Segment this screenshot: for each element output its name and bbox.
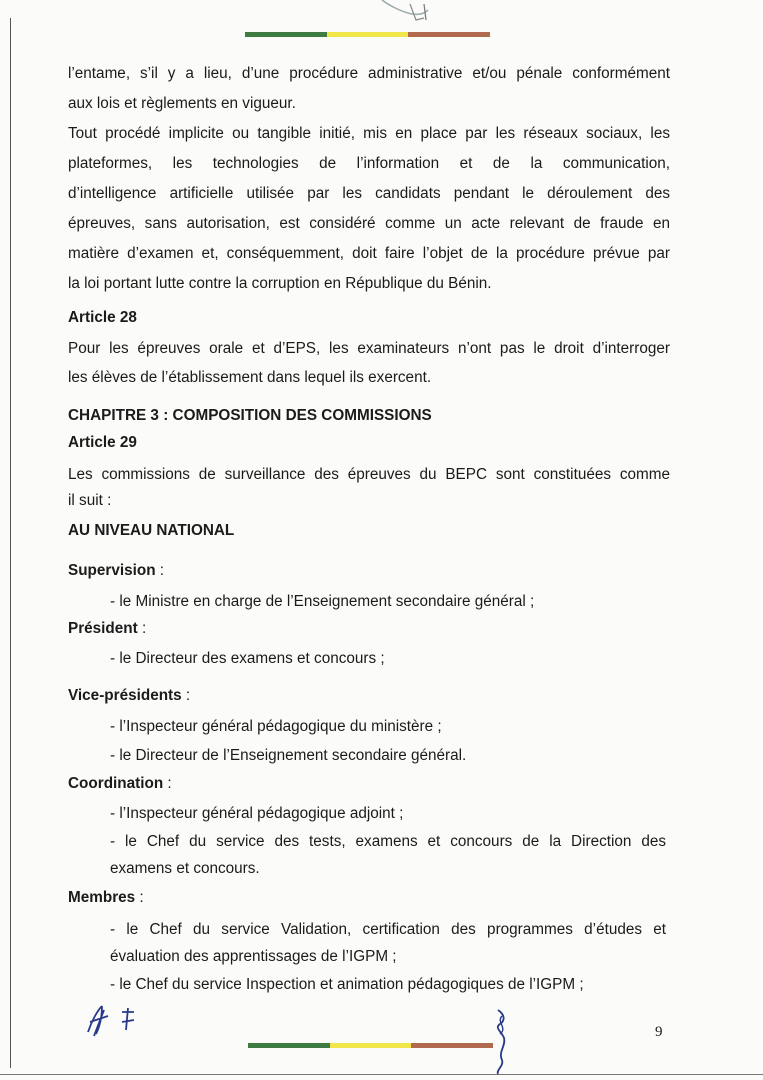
president-label-line xyxy=(68,619,146,639)
flag-color-bar-top xyxy=(245,32,490,37)
flag-red-segment xyxy=(408,32,490,37)
vice-presidents-label-line xyxy=(68,686,190,706)
paragraph-line: il suit : xyxy=(68,492,112,509)
flag-green-segment xyxy=(245,32,327,37)
members-label-line xyxy=(68,888,144,908)
margin-rule xyxy=(10,18,11,1068)
flag-yellow-segment xyxy=(327,32,409,37)
article-28-heading: Article 28 xyxy=(68,309,137,326)
paragraph-line: Les commissions de surveillance des épreuves du BEPC sont constituées comme xyxy=(68,466,670,483)
list-item-continuation: évaluation des apprentissages de l’IGPM ; xyxy=(110,948,397,965)
handwritten-initials xyxy=(82,1000,142,1040)
paragraph-line: aux lois et règlements en vigueur. xyxy=(68,95,296,112)
national-level-heading: AU NIVEAU NATIONAL xyxy=(68,522,235,539)
list-item-continuation: examens et concours. xyxy=(110,860,260,877)
list-item: - le Chef du service Validation, certification des programmes d’études et xyxy=(110,921,666,938)
chapter-3-heading: CHAPITRE 3 : COMPOSITION DES COMMISSIONS xyxy=(68,407,432,424)
flag-yellow-segment xyxy=(330,1043,412,1048)
list-item: - le Directeur des examens et concours ; xyxy=(110,650,385,667)
list-item: - l’Inspecteur général pédagogique du ministère ; xyxy=(110,718,442,735)
stamp-fragment xyxy=(380,0,440,28)
vice-presidents-label: Vice-présidents xyxy=(68,687,182,704)
list-item: - le Directeur de l’Enseignement secondaire général. xyxy=(110,747,467,764)
paragraph-line: la loi portant lutte contre la corruption en République du Bénin. xyxy=(68,275,492,292)
list-item: - le Ministre en charge de l’Enseignement secondaire général ; xyxy=(110,593,535,610)
bottom-edge-rule xyxy=(0,1074,763,1075)
flag-green-segment xyxy=(248,1043,330,1048)
coordination-label-line xyxy=(68,774,172,794)
supervision-label-line xyxy=(68,561,164,581)
article-29-heading: Article 29 xyxy=(68,434,137,451)
flag-red-segment xyxy=(411,1043,493,1048)
label-colon: : xyxy=(163,775,172,792)
page-number: 9 xyxy=(655,1024,663,1040)
paragraph-line: les élèves de l’établissement dans lequel ils exercent. xyxy=(68,369,432,386)
supervision-label: Supervision xyxy=(68,562,156,579)
handwritten-signature xyxy=(480,1008,520,1076)
president-label: Président xyxy=(68,620,138,637)
paragraph-line: épreuves, sans autorisation, est considéré comme un acte relevant de fraude en xyxy=(68,215,670,232)
paragraph-line: plateformes, les technologies de l’information et de la communication, xyxy=(68,155,670,172)
flag-color-bar-bottom xyxy=(248,1043,493,1048)
paragraph-line: l’entame, s’il y a lieu, d’une procédure administrative et/ou pénale conformément xyxy=(68,65,670,82)
coordination-label: Coordination xyxy=(68,775,164,792)
label-colon: : xyxy=(137,620,147,637)
paragraph-line: d’intelligence artificielle utilisée par les candidats pendant le déroulement des xyxy=(68,185,670,202)
list-item: - le Chef du service Inspection et animation pédagogiques de l’IGPM ; xyxy=(110,976,584,993)
paragraph-line: Tout procédé implicite ou tangible initié, mis en place par les réseaux sociaux, les xyxy=(68,125,670,142)
label-colon: : xyxy=(181,687,191,704)
paragraph-line: matière d’examen et, conséquemment, doit faire l’objet de la procédure prévue par xyxy=(68,245,670,262)
list-item: - le Chef du service des tests, examens et concours de la Direction des xyxy=(110,833,666,850)
members-label: Membres xyxy=(68,889,136,906)
label-colon: : xyxy=(155,562,165,579)
list-item: - l’Inspecteur général pédagogique adjoint ; xyxy=(110,805,404,822)
label-colon: : xyxy=(135,889,144,906)
paragraph-line: Pour les épreuves orale et d’EPS, les examinateurs n’ont pas le droit d’interroger xyxy=(68,340,670,357)
